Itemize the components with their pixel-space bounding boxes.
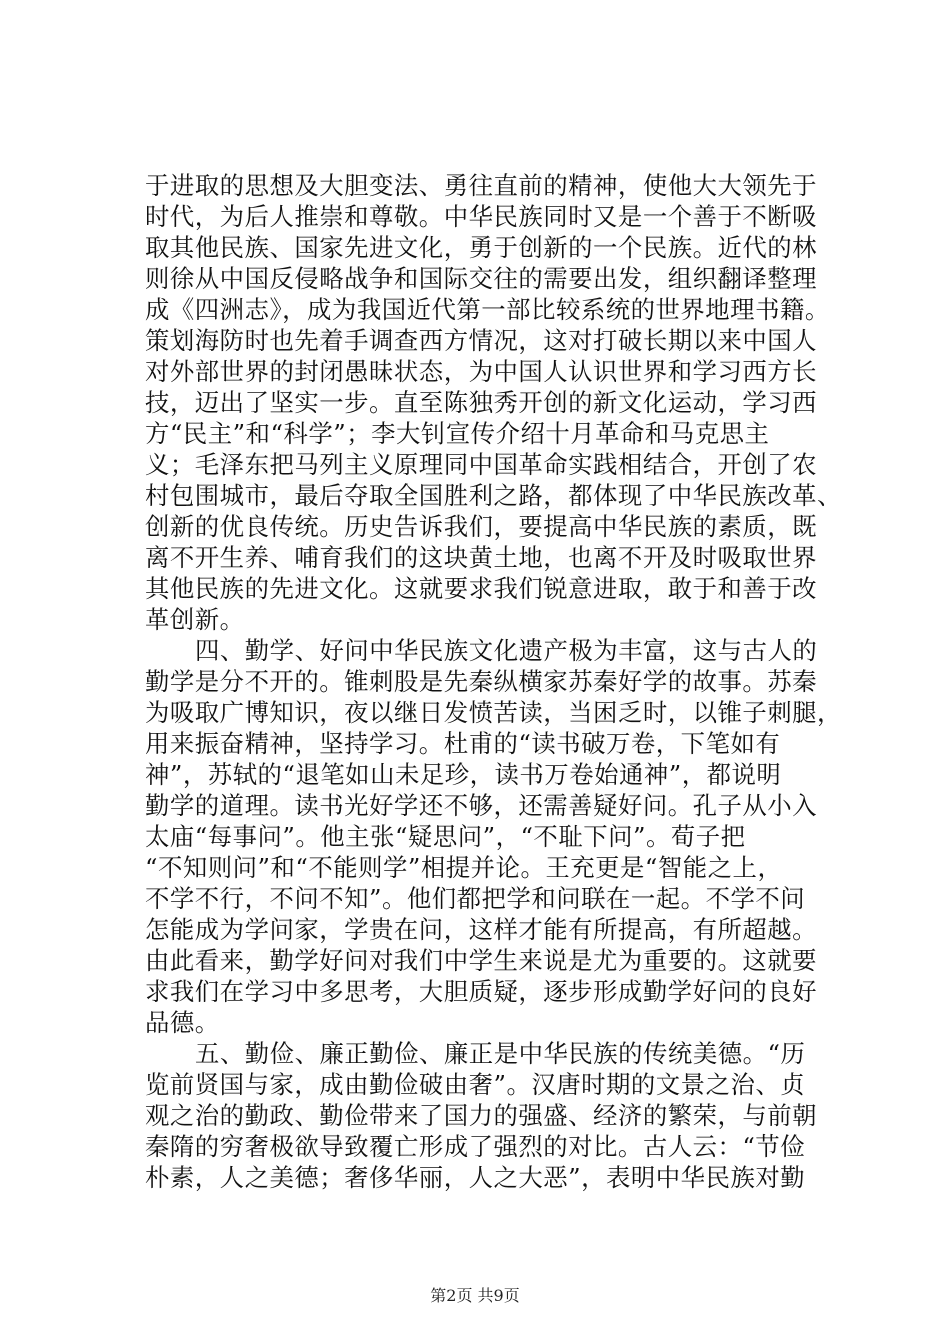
text-line: 四、勤学、好问中华民族文化遗产极为丰富，这与古人的 xyxy=(195,636,818,665)
text-line: 方“民主”和“科学”；李大钊宣传介绍十月革命和马克思主 xyxy=(145,419,770,448)
text-line: 太庙“每事问”。他主张“疑思问”，“不耻下问”。荀子把 xyxy=(145,822,746,851)
paragraph xyxy=(145,170,865,635)
text-line: 由此看来，勤学好问对我们中学生来说是尤为重要的。这就要 xyxy=(145,946,818,975)
text-line: 为吸取广博知识，夜以继日发愤苦读，当困乏时，以锥子刺腿， xyxy=(145,698,842,727)
text-line: 村包围城市，最后夺取全国胜利之路，都体现了中华民族改革、 xyxy=(145,481,842,510)
text-line: “不知则问”和“不能则学”相提并论。王充更是“智能之上， xyxy=(145,853,783,882)
text-line: 用来振奋精神，坚持学习。杜甫的“读书破万卷，下笔如有 xyxy=(145,729,781,758)
text-line: 品德。 xyxy=(145,1008,220,1037)
text-line: 秦隋的穷奢极欲导致覆亡形成了强烈的对比。古人云：“节俭 xyxy=(145,1132,806,1161)
text-line: 怎能成为学问家，学贵在问，这样才能有所提高，有所超越。 xyxy=(145,915,818,944)
text-line: 其他民族的先进文化。这就要求我们锐意进取，敢于和善于改 xyxy=(145,574,818,603)
text-line: 勤学的道理。读书光好学还不够，还需善疑好问。孔子从小入 xyxy=(145,791,818,820)
text-line: 创新的优良传统。历史告诉我们，要提高中华民族的素质，既 xyxy=(145,512,818,541)
text-line: 不学不行，不问不知”。他们都把学和问联在一起。不学不问 xyxy=(145,884,806,913)
text-line: 革创新。 xyxy=(145,605,245,634)
text-line: 成《四洲志》，成为我国近代第一部比较系统的世界地理书籍。 xyxy=(145,295,830,324)
text-line: 则徐从中国反侵略战争和国际交往的需要出发，组织翻译整理 xyxy=(145,264,818,293)
text-line: 策划海防时也先着手调查西方情况，这对打破长期以来中国人 xyxy=(145,326,818,355)
text-line: 求我们在学习中多思考，大胆质疑，逐步形成勤学好问的良好 xyxy=(145,977,818,1006)
page-footer: 第2页 共9页 xyxy=(430,1286,520,1305)
text-line: 神”，苏轼的“退笔如山未足珍，读书万卷始通神”，都说明 xyxy=(145,760,782,789)
paragraph xyxy=(145,635,865,1038)
text-line: 观之治的勤政、勤俭带来了国力的强盛、经济的繁荣，与前朝 xyxy=(145,1101,818,1130)
text-line: 对外部世界的封闭愚昧状态，为中国人认识世界和学习西方长 xyxy=(145,357,818,386)
text-line: 义；毛泽东把马列主义原理同中国革命实践相结合，开创了农 xyxy=(145,450,818,479)
text-line: 技，迈出了坚实一步。直至陈独秀开创的新文化运动，学习西 xyxy=(145,388,818,417)
paragraph xyxy=(145,1038,865,1193)
text-line: 五、勤俭、廉正勤俭、廉正是中华民族的传统美德。“历 xyxy=(195,1039,806,1068)
text-line: 于进取的思想及大胆变法、勇往直前的精神，使他大大领先于 xyxy=(145,171,818,200)
document-body xyxy=(145,170,865,1193)
text-line: 离不开生养、哺育我们的这块黄土地，也离不开及时吸取世界 xyxy=(145,543,818,572)
text-line: 览前贤国与家，成由勤俭破由奢”。汉唐时期的文景之治、贞 xyxy=(145,1070,806,1099)
text-line: 朴素，人之美德；奢侈华丽，人之大恶”，表明中华民族对勤 xyxy=(145,1163,806,1192)
text-line: 勤学是分不开的。锥刺股是先秦纵横家苏秦好学的故事。苏秦 xyxy=(145,667,818,696)
text-line: 时代，为后人推崇和尊敬。中华民族同时又是一个善于不断吸 xyxy=(145,202,818,231)
text-line: 取其他民族、国家先进文化，勇于创新的一个民族。近代的林 xyxy=(145,233,818,262)
